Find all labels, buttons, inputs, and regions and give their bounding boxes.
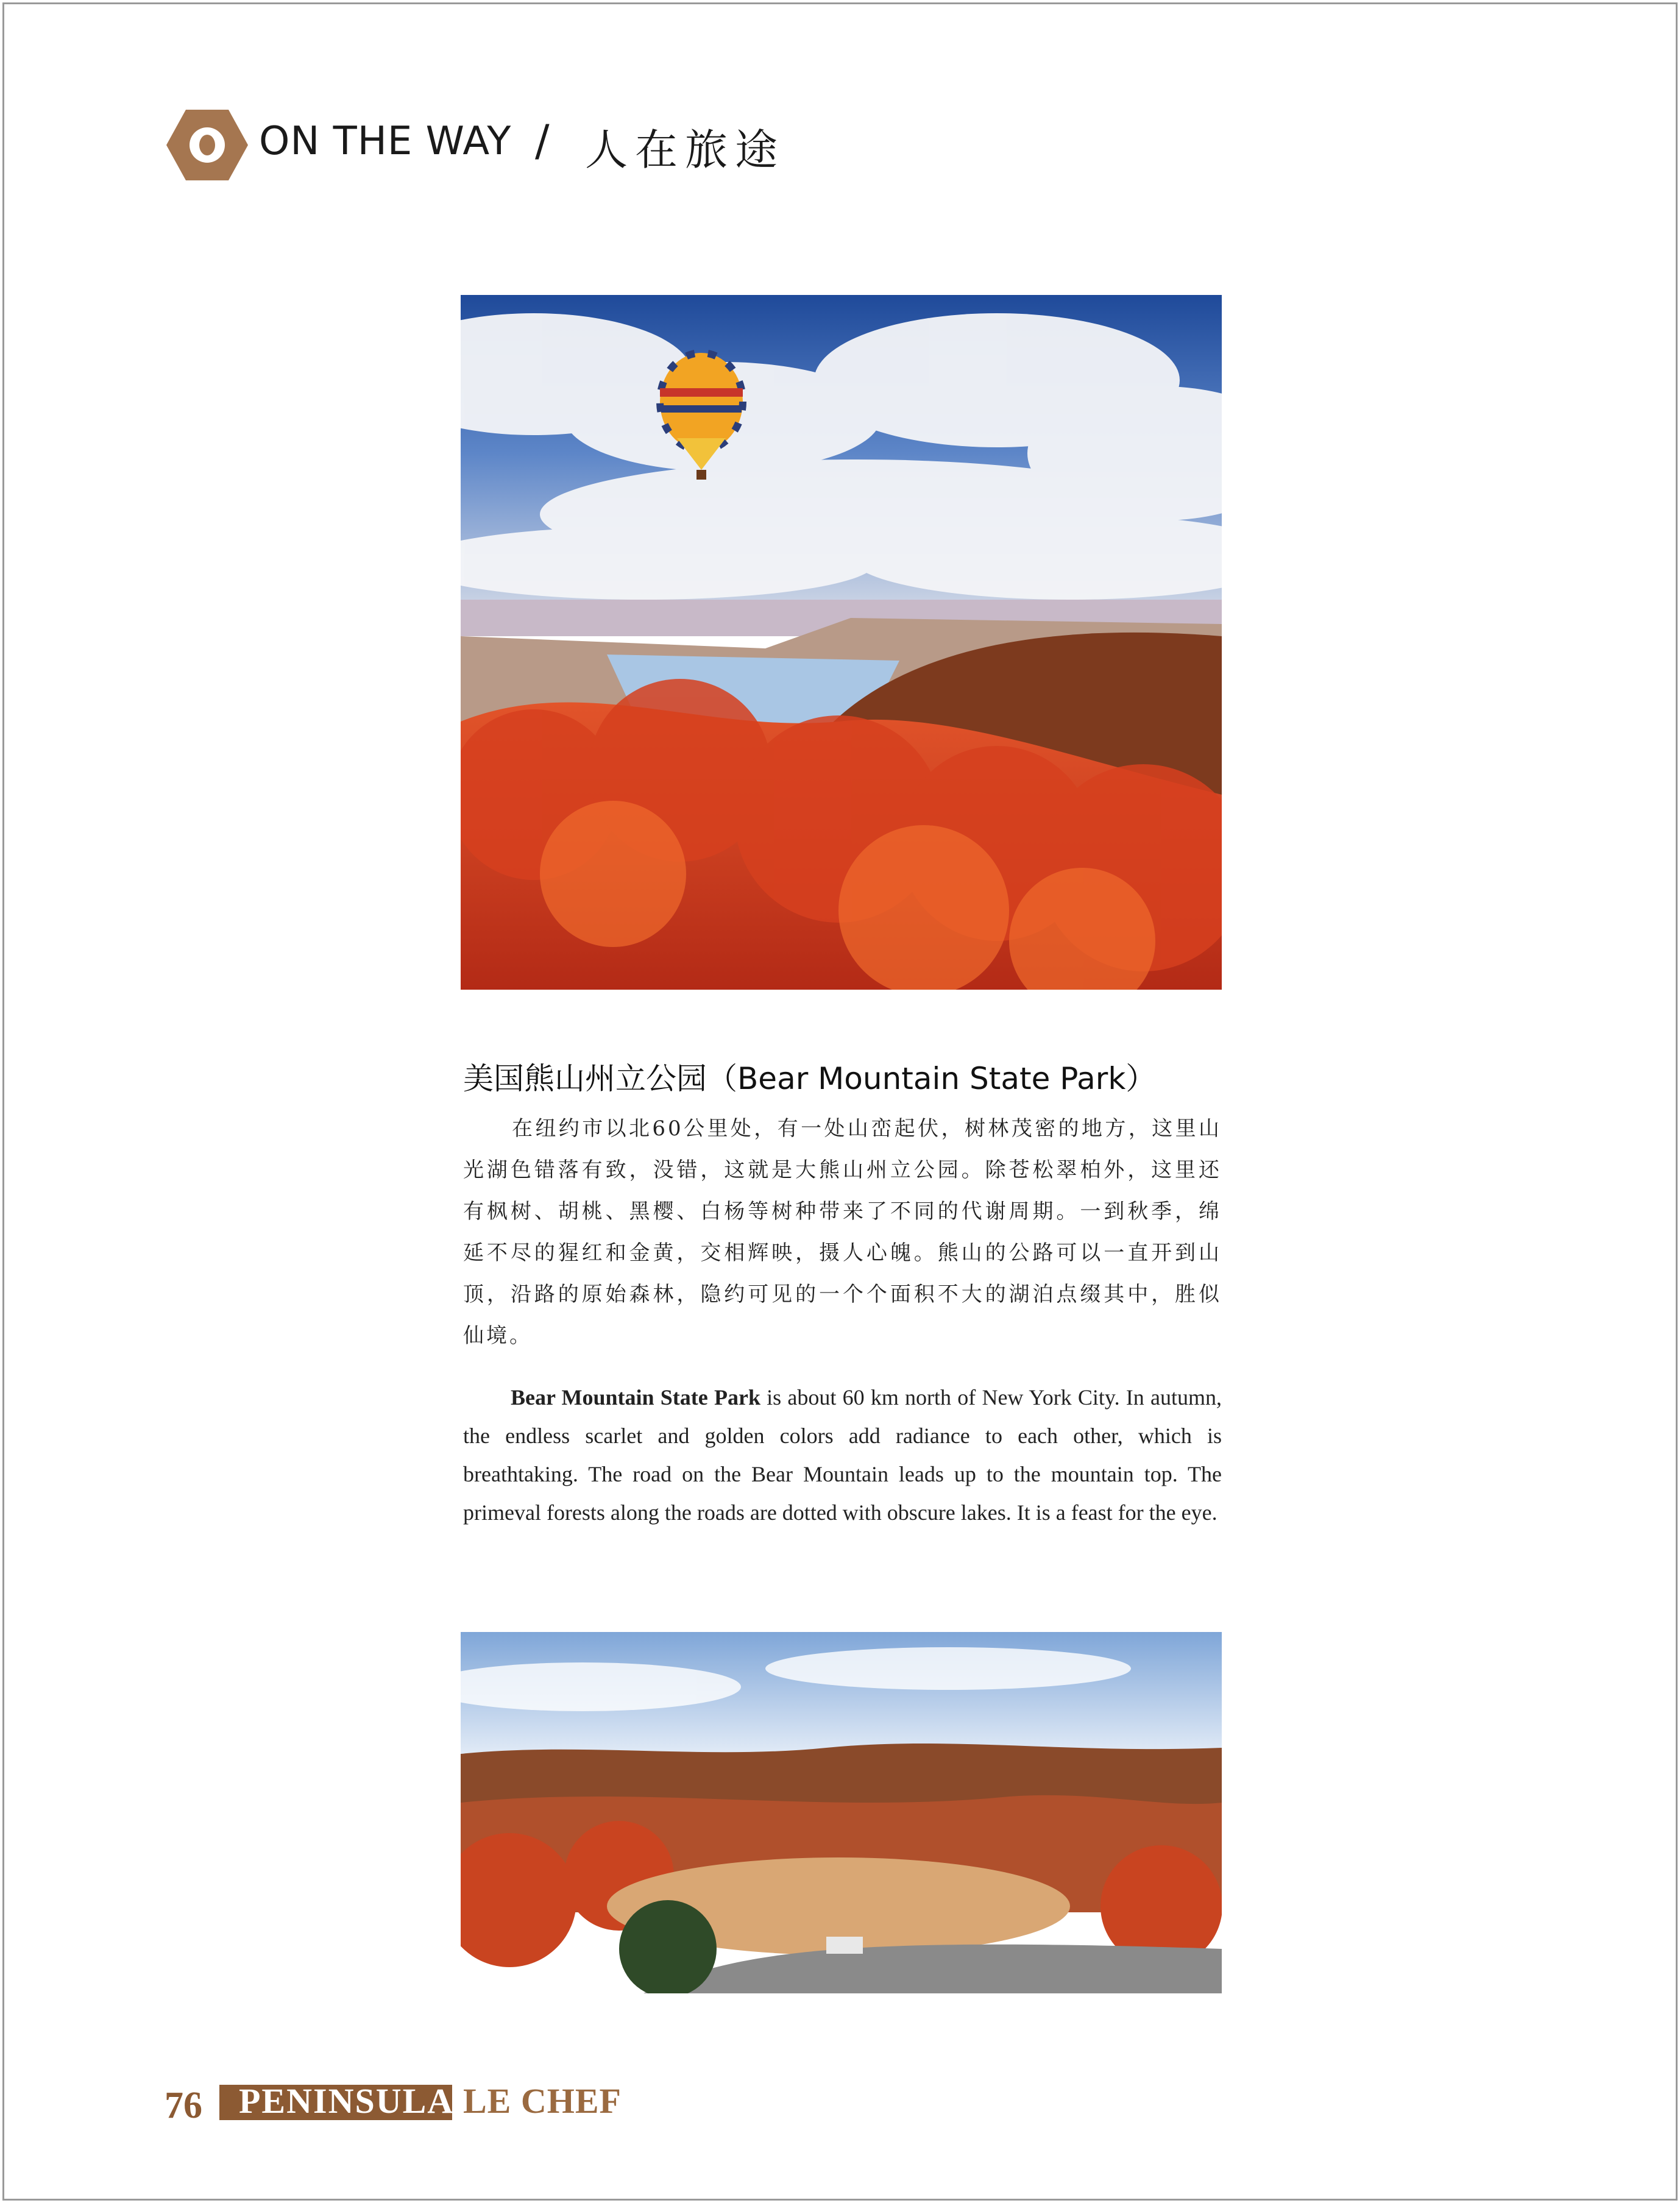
article-paragraph-english-body: is about 60 km north of New York City. In autumn, the endless scarlet and golden colors add radiance to each other, which is breathtaking. The road on the Bear Mountain leads up to the mountain top. The primeval forests along the roads are dotted with obscure lakes. It is a feast for the eye. xyxy=(463,1385,1222,1525)
footer-brand-suffix: LE CHEF xyxy=(463,2081,622,2121)
photo-balloon-autumn-valley xyxy=(461,295,1222,990)
section-subtitle: 人在旅途 xyxy=(585,125,785,175)
article-heading: 美国熊山州立公园（Bear Mountain State Park） xyxy=(463,1061,1157,1096)
photo-summit-overlook xyxy=(461,1632,1222,1993)
section-title: ON THE WAY xyxy=(259,119,512,164)
footer-brand: PENINSULA xyxy=(239,2081,455,2121)
article-paragraph-english xyxy=(463,1378,1222,1532)
page-number: 76 xyxy=(165,2085,202,2126)
hexagon-logo-icon xyxy=(165,108,250,182)
header-separator: / xyxy=(535,116,550,166)
article-paragraph-english-bold: Bear Mountain State Park xyxy=(511,1385,760,1410)
article-paragraph-chinese: 在纽约市以北60公里处，有一处山峦起伏，树林茂密的地方，这里山光湖色错落有致，没错，这就是大熊山州立公园。除苍松翠柏外，这里还有枫树、胡桃、黑樱、白杨等树种带来了不同的代谢周期。一到秋季，绵延不尽的猩红和金黄，交相辉映，摄人心魄。熊山的公路可以一直开到山顶，沿路的原始森林，隐约可见的一个个面积不大的湖泊点缀其中，胜似仙境。 xyxy=(463,1116,1222,1348)
